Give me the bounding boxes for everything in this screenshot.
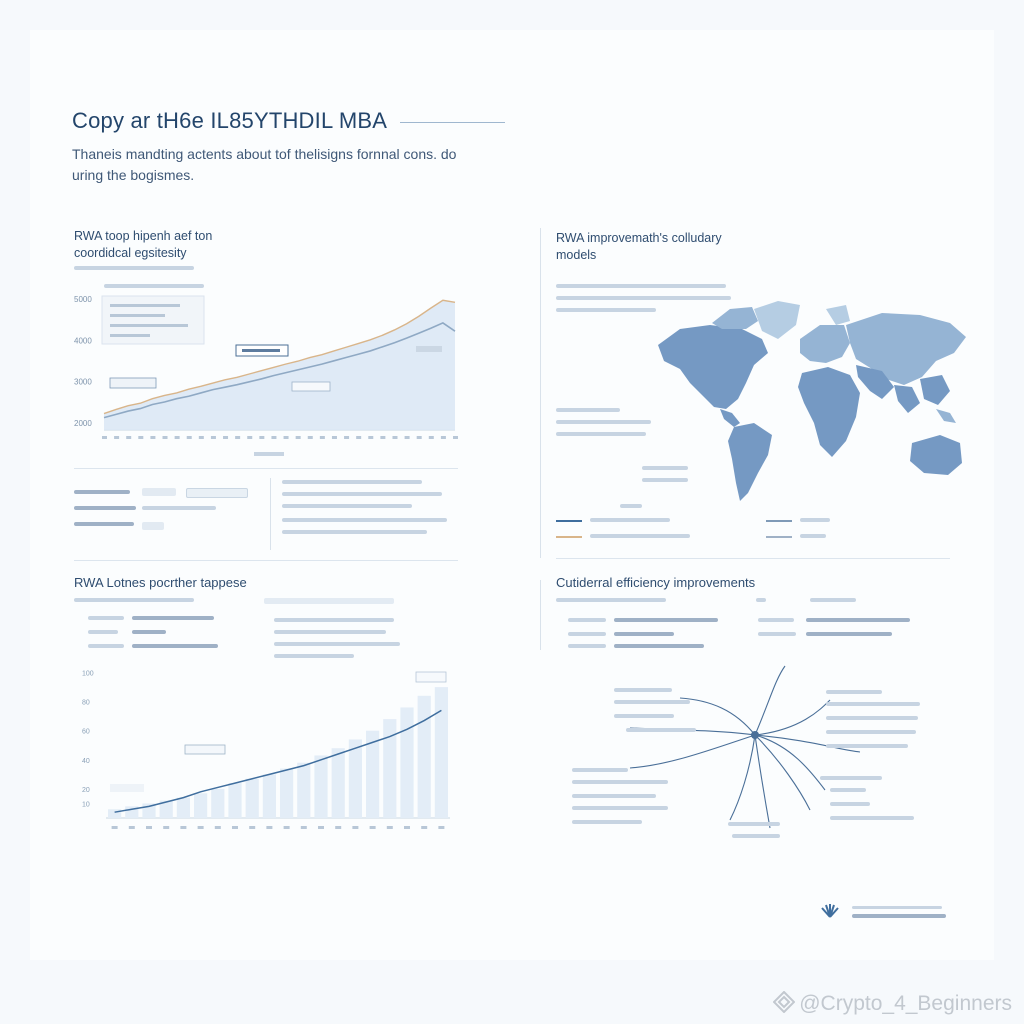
x-tick-label xyxy=(211,436,216,439)
note-line xyxy=(282,480,422,484)
panel-title-bottom-left: RWA Lotnes pocrther tappese xyxy=(74,575,247,590)
legend-swatch xyxy=(142,488,176,496)
network-hub-node xyxy=(751,731,759,739)
world-map xyxy=(650,295,970,505)
legend-line-marker xyxy=(766,536,792,538)
node-label xyxy=(614,700,690,704)
x-tick-label xyxy=(284,826,290,829)
table-cell xyxy=(568,618,606,622)
continent-north-america xyxy=(658,325,768,409)
legend-swatch xyxy=(142,522,164,530)
divider xyxy=(270,478,271,550)
watermark xyxy=(773,991,1012,1016)
legend-line-marker xyxy=(766,520,792,522)
x-tick-label xyxy=(187,436,192,439)
bar xyxy=(177,798,190,818)
panel-title-top-right: RWA improvemath's colludary models xyxy=(556,231,722,262)
annotation-box xyxy=(185,745,225,754)
footer-logo-icon xyxy=(820,904,840,918)
x-tick-label xyxy=(438,826,444,829)
bar xyxy=(435,687,448,818)
x-tick-label xyxy=(284,436,289,439)
node-label xyxy=(572,768,628,772)
region-scandinavia xyxy=(826,305,850,325)
node-label xyxy=(826,702,920,706)
note-line xyxy=(556,308,656,312)
x-tick-label xyxy=(380,436,385,439)
x-tick-label xyxy=(146,826,152,829)
continent-south-america xyxy=(728,423,772,501)
x-tick-label xyxy=(232,826,238,829)
table-cell xyxy=(806,618,910,622)
y-tick-label: 2000 xyxy=(74,418,92,428)
node-label xyxy=(826,716,918,720)
legend-label xyxy=(74,506,136,510)
note-line xyxy=(556,432,646,436)
legend-label xyxy=(590,518,670,522)
table-cell xyxy=(132,616,214,620)
footer-text xyxy=(852,914,946,918)
x-tick-label xyxy=(102,436,107,439)
node-label xyxy=(626,728,696,732)
x-tick-label xyxy=(175,436,180,439)
note-line xyxy=(282,504,412,508)
table-cell xyxy=(614,618,718,622)
x-tick-label xyxy=(387,826,393,829)
x-tick-label xyxy=(335,826,341,829)
map-label xyxy=(620,504,642,508)
x-tick-label xyxy=(126,436,131,439)
continent-africa xyxy=(798,367,860,457)
table-cell xyxy=(132,644,218,648)
legend-swatch xyxy=(186,488,248,498)
node-label xyxy=(830,802,870,806)
x-tick-label xyxy=(352,826,358,829)
chart-note-line xyxy=(104,284,204,288)
table-cell xyxy=(568,644,606,648)
divider xyxy=(540,580,541,650)
bar xyxy=(418,696,431,818)
x-tick-label xyxy=(199,436,204,439)
legend-label xyxy=(74,490,130,494)
footer-text xyxy=(852,906,942,909)
x-tick-label xyxy=(421,826,427,829)
map-label xyxy=(642,466,688,470)
annotation-box xyxy=(416,672,446,682)
x-tick-label xyxy=(320,436,325,439)
note-line xyxy=(282,530,427,534)
y-tick-label: 100 xyxy=(82,670,94,678)
x-tick-label xyxy=(163,436,168,439)
annotation-box xyxy=(110,784,144,792)
bar xyxy=(280,769,293,818)
legend-label xyxy=(800,518,830,522)
map-label xyxy=(642,478,688,482)
node-label xyxy=(572,820,642,824)
node-label xyxy=(728,822,780,826)
x-tick-label xyxy=(392,436,397,439)
bar xyxy=(246,779,259,818)
note-line xyxy=(556,284,726,288)
note-line xyxy=(282,518,447,522)
bar xyxy=(332,748,345,818)
region-greenland xyxy=(754,301,800,339)
x-tick-label xyxy=(441,436,446,439)
x-tick-label xyxy=(429,436,434,439)
bar-line-chart xyxy=(70,658,470,836)
x-tick-label xyxy=(332,436,337,439)
note-line xyxy=(274,630,386,634)
divider xyxy=(74,560,458,561)
x-tick-label xyxy=(198,826,204,829)
y-tick-label: 3000 xyxy=(74,377,92,387)
y-tick-label: 10 xyxy=(82,801,90,809)
bar xyxy=(228,783,241,818)
legend-line-marker xyxy=(556,520,582,522)
bar xyxy=(297,763,310,818)
node-label xyxy=(572,780,668,784)
continent-europe xyxy=(800,325,850,363)
y-tick-label: 4000 xyxy=(74,336,92,346)
x-tick-label xyxy=(271,436,276,439)
bar xyxy=(400,707,413,818)
node-label xyxy=(830,816,914,820)
legend-label xyxy=(142,506,216,510)
x-tick-label xyxy=(163,826,169,829)
bar xyxy=(314,755,327,818)
diamond-logo-icon xyxy=(773,991,795,1016)
legend-line-marker xyxy=(556,536,582,538)
table-cell xyxy=(132,630,166,634)
node-label xyxy=(732,834,780,838)
table-cell xyxy=(758,632,796,636)
x-tick-label xyxy=(223,436,228,439)
table-cell xyxy=(614,644,704,648)
x-tick-label xyxy=(112,826,118,829)
x-tick-label xyxy=(405,436,410,439)
region-central-america xyxy=(720,409,740,427)
note-line xyxy=(274,618,394,622)
x-tick-label xyxy=(138,436,143,439)
table-cell xyxy=(758,618,794,622)
y-tick-label: 5000 xyxy=(74,295,92,305)
region-southeast-asia xyxy=(920,375,950,405)
divider xyxy=(540,228,541,558)
node-label xyxy=(830,788,866,792)
note-line xyxy=(282,492,442,496)
note-line xyxy=(264,598,394,604)
annotation-tag xyxy=(416,346,442,352)
region-indonesia xyxy=(936,409,956,423)
panel-title-bottom-right: Cutiderral efficiency improvements xyxy=(556,575,756,590)
area-chart xyxy=(70,290,470,465)
bar xyxy=(263,774,276,818)
x-tick-label xyxy=(247,436,252,439)
x-tick-label xyxy=(301,826,307,829)
x-tick-label xyxy=(368,436,373,439)
x-tick-label xyxy=(308,436,313,439)
node-label xyxy=(572,806,668,810)
page-subtitle: Thaneis mandting actents about tof thelisigns fornnal cons. do uring the bogismes. xyxy=(72,146,457,183)
table-cell xyxy=(806,632,892,636)
x-tick-label xyxy=(180,826,186,829)
bullet xyxy=(756,598,766,602)
x-tick-label xyxy=(259,436,264,439)
divider xyxy=(74,468,458,469)
node-label xyxy=(826,690,882,694)
table-cell xyxy=(568,632,606,636)
x-tick-label xyxy=(249,826,255,829)
y-tick-label: 40 xyxy=(82,757,90,765)
node-label xyxy=(614,688,672,692)
x-tick-label xyxy=(266,826,272,829)
table-cell xyxy=(88,644,124,648)
node-label xyxy=(614,714,674,718)
y-tick-label: 80 xyxy=(82,699,90,707)
panel-caption xyxy=(556,598,666,602)
bar xyxy=(211,789,224,818)
legend-label xyxy=(590,534,690,538)
title-rule xyxy=(400,122,505,123)
x-tick-label xyxy=(296,436,301,439)
note-line xyxy=(810,598,856,602)
table-cell xyxy=(88,630,118,634)
x-tick-label xyxy=(356,436,361,439)
x-tick-label xyxy=(417,436,422,439)
watermark-text: @Crypto_4_Beginners xyxy=(799,992,1012,1015)
map-callout-title xyxy=(556,408,620,412)
page-title: Copy ar tH6e IL85YTHDIL MBA xyxy=(72,108,388,133)
table-cell xyxy=(614,632,674,636)
y-tick-label: 20 xyxy=(82,786,90,794)
note-line xyxy=(556,420,651,424)
divider xyxy=(556,558,950,559)
x-tick-label xyxy=(318,826,324,829)
region-arctic-canada xyxy=(712,307,758,329)
legend-label xyxy=(800,534,826,538)
x-tick-label xyxy=(370,826,376,829)
bar xyxy=(108,809,121,818)
x-tick-label xyxy=(114,436,119,439)
node-label xyxy=(820,776,882,780)
node-label xyxy=(572,794,656,798)
node-label xyxy=(826,730,916,734)
x-tick-label xyxy=(344,436,349,439)
node-label xyxy=(826,744,908,748)
legend-label xyxy=(74,522,134,526)
annotation-box-c xyxy=(292,382,330,391)
bar xyxy=(194,793,207,818)
x-tick-label xyxy=(404,826,410,829)
panel-caption xyxy=(74,598,194,602)
x-tick-label xyxy=(453,436,458,439)
panel-caption-top-left xyxy=(74,266,194,270)
table-cell xyxy=(88,616,124,620)
bar xyxy=(349,739,362,818)
panel-title-top-left: RWA toop hipenh aef ton coordidcal egsitesity xyxy=(74,229,213,260)
y-tick-label: 60 xyxy=(82,728,90,736)
x-tick-label xyxy=(215,826,221,829)
annotation-box-b xyxy=(110,378,156,388)
x-tick-label xyxy=(150,436,155,439)
note-line xyxy=(274,642,400,646)
region-india xyxy=(894,385,920,413)
x-tick-label xyxy=(235,436,240,439)
continent-australia xyxy=(910,435,962,475)
x-tick-label xyxy=(129,826,135,829)
